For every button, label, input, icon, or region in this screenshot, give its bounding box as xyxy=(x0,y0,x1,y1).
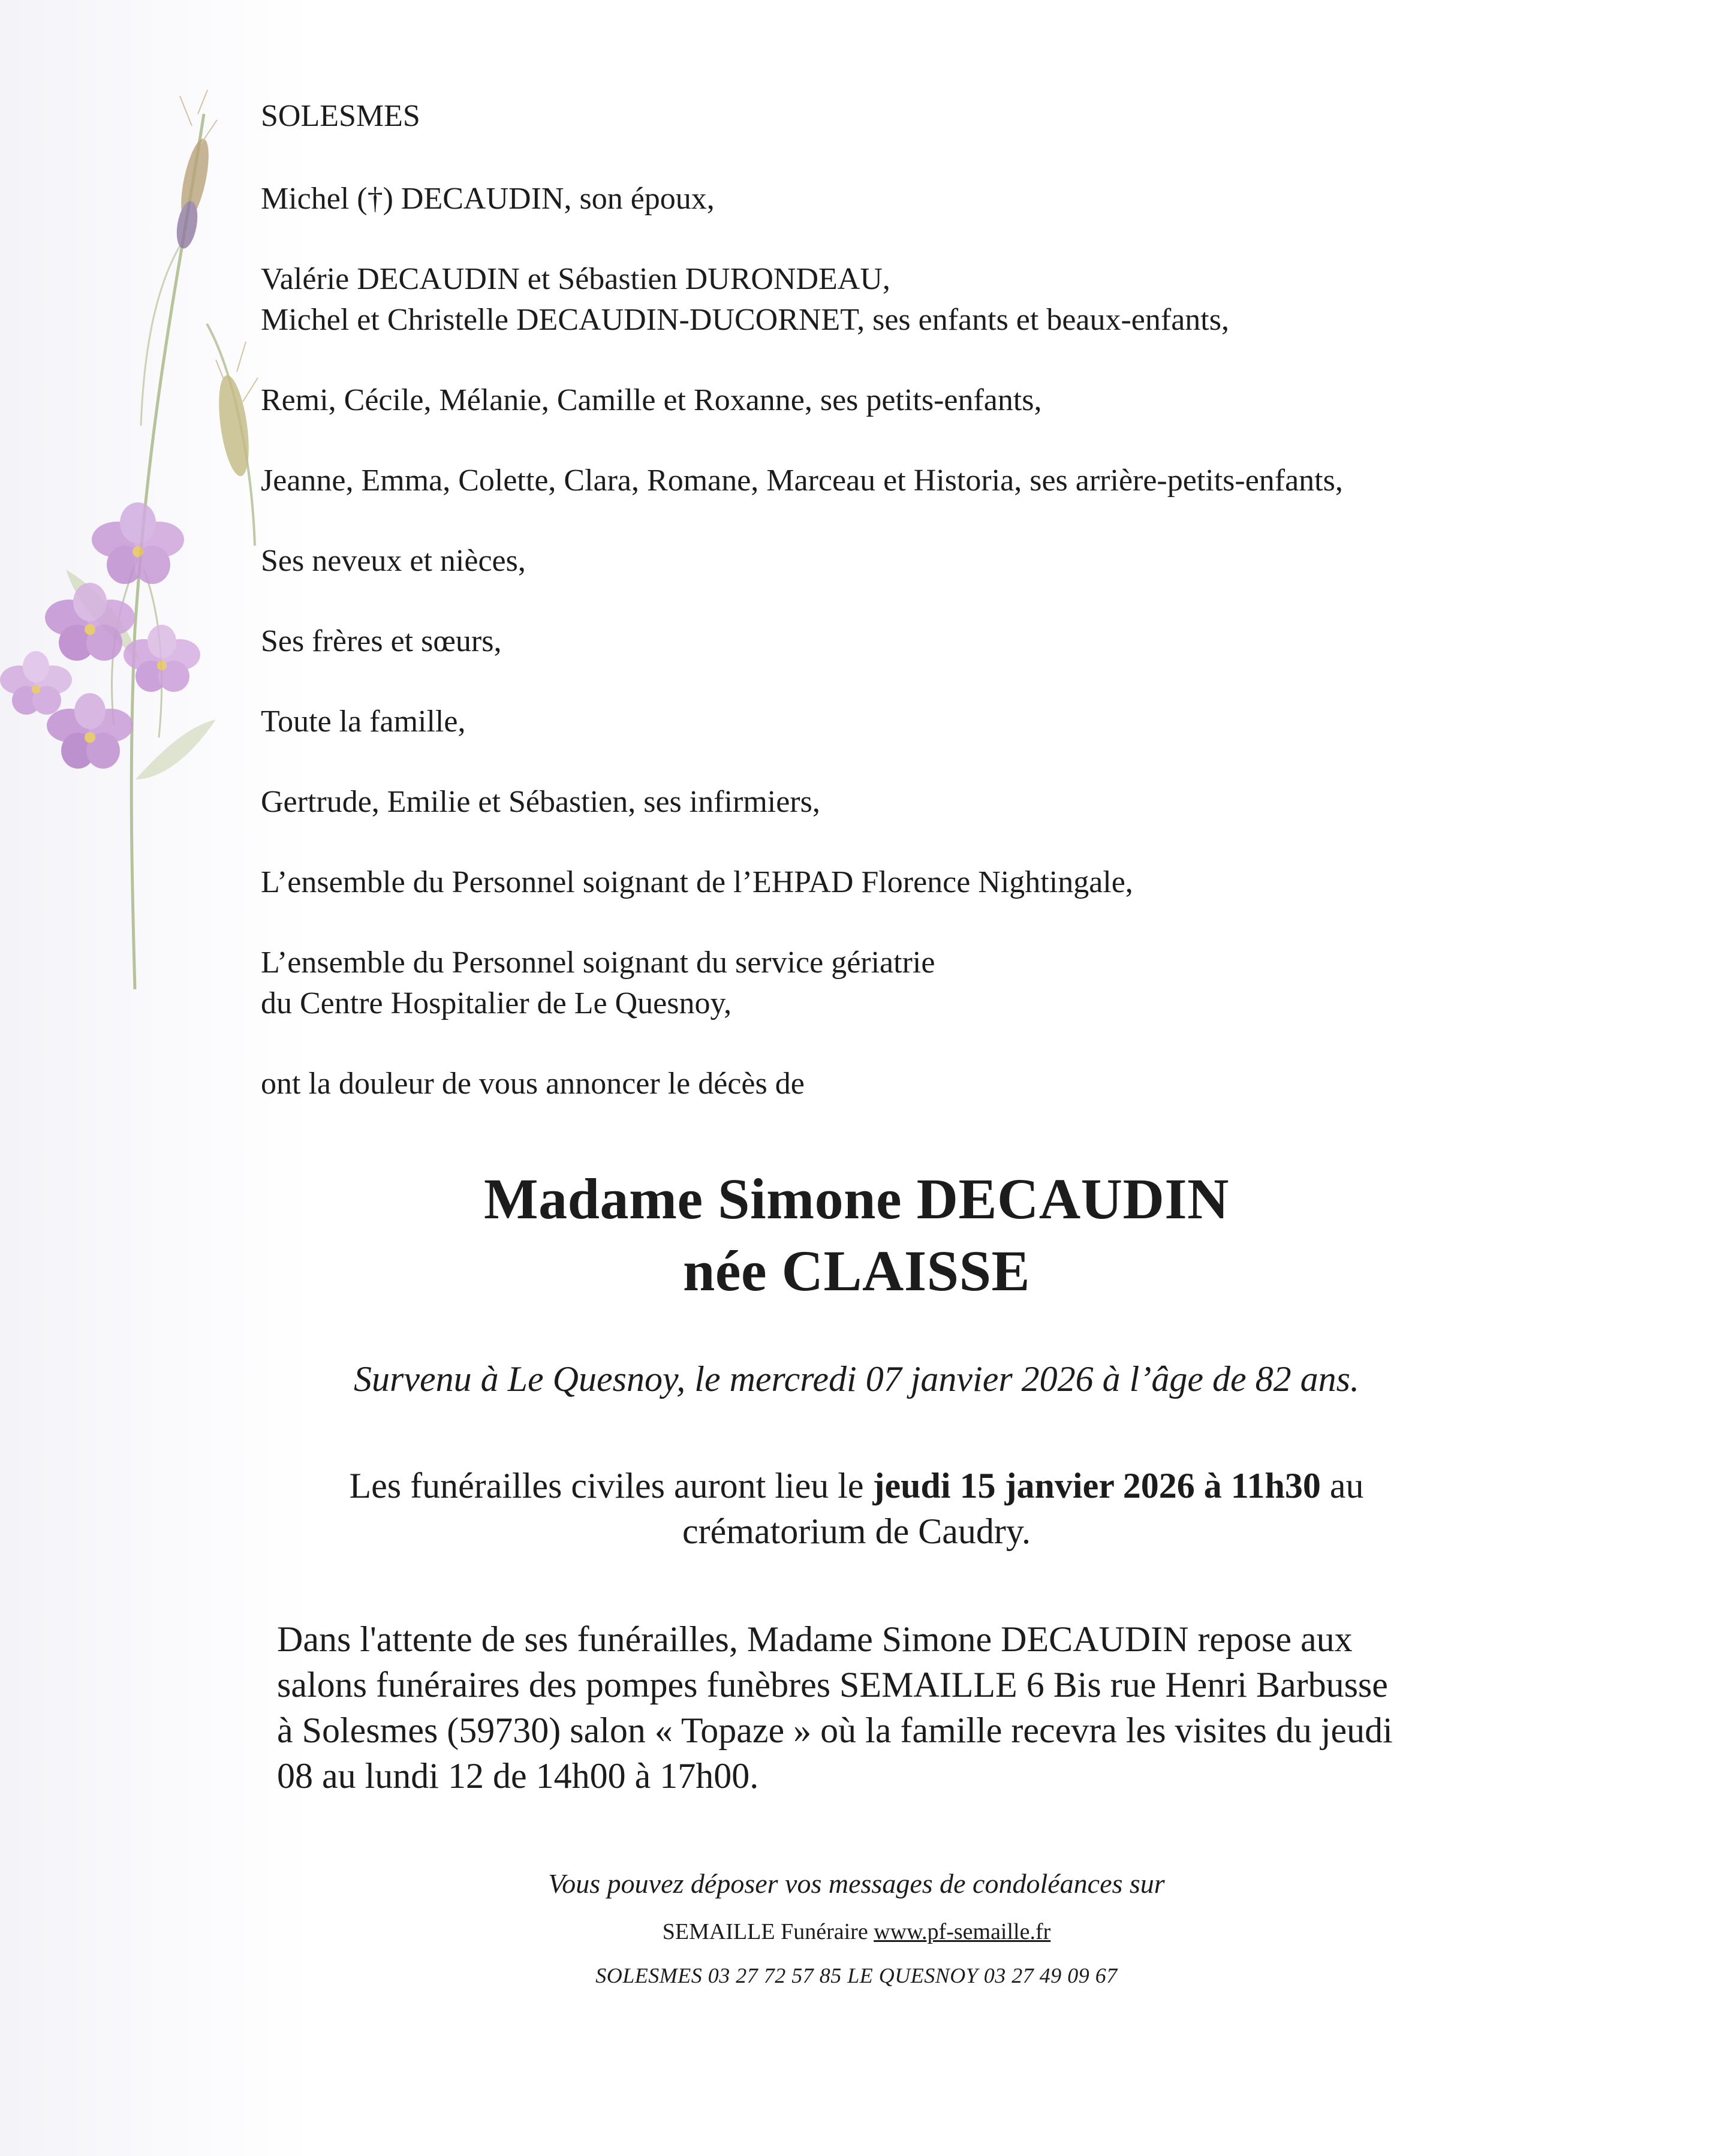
family-line-spouse: Michel (†) DECAUDIN, son époux, xyxy=(261,182,715,216)
repose-line-3: à Solesmes (59730) salon « Topaze » où la famille recevra les visites du jeudi xyxy=(277,1711,1393,1750)
funeral-datetime: jeudi 15 janvier 2026 à 11h30 xyxy=(872,1466,1321,1505)
repose-line-2: salons funéraires des pompes funèbres SEMAILLE 6 Bis rue Henri Barbusse xyxy=(277,1665,1388,1705)
family-line-children-2: Michel et Christelle DECAUDIN-DUCORNET, ses enfants et beaux-enfants, xyxy=(261,303,1229,337)
family-line-ehpad-staff: L’ensemble du Personnel soignant de l’EHPAD Florence Nightingale, xyxy=(261,865,1133,899)
company-line xyxy=(0,1916,1713,1947)
family-line-family: Toute la famille, xyxy=(261,704,466,739)
funeral-announcement xyxy=(0,1463,1713,1508)
website-link[interactable]: www.pf-semaille.fr xyxy=(874,1919,1051,1944)
family-line-hospital-staff-1: L’ensemble du Personnel soignant du service gériatrie xyxy=(261,945,935,980)
town-heading: SOLESMES xyxy=(261,99,420,133)
repose-line-1: Dans l'attente de ses funérailles, Madame Simone DECAUDIN repose aux xyxy=(277,1619,1353,1659)
family-line-hospital-staff-2: du Centre Hospitalier de Le Quesnoy, xyxy=(261,986,732,1020)
death-info: Survenu à Le Quesnoy, le mercredi 07 janvier 2026 à l’âge de 82 ans. xyxy=(354,1359,1359,1399)
family-line-nephews: Ses neveux et nièces, xyxy=(261,544,526,578)
funeral-intro: Les funérailles civiles auront lieu le xyxy=(349,1466,873,1505)
deceased-name: Madame Simone DECAUDIN xyxy=(484,1167,1229,1231)
family-line-nurses: Gertrude, Emilie et Sébastien, ses infirmiers, xyxy=(261,785,820,819)
deceased-maiden-name: née CLAISSE xyxy=(683,1239,1030,1303)
funeral-place: crématorium de Caudry. xyxy=(682,1511,1031,1551)
family-line-grandchildren: Remi, Cécile, Mélanie, Camille et Roxanne, ses petits-enfants, xyxy=(261,383,1042,417)
funeral-after: au xyxy=(1320,1466,1364,1505)
family-line-siblings: Ses frères et sœurs, xyxy=(261,624,502,658)
phone-numbers: SOLESMES 03 27 72 57 85 LE QUESNOY 03 27 49 09 67 xyxy=(595,1964,1118,1988)
condolences-text: Vous pouvez déposer vos messages de condoléances sur xyxy=(548,1868,1165,1899)
announcement-text: ont la douleur de vous annoncer le décès de xyxy=(261,1067,805,1101)
family-line-children-1: Valérie DECAUDIN et Sébastien DURONDEAU, xyxy=(261,262,890,296)
company-name: SEMAILLE Funéraire xyxy=(662,1919,874,1944)
family-line-great-grandchildren: Jeanne, Emma, Colette, Clara, Romane, Marceau et Historia, ses arrière-petits-enfants, xyxy=(261,463,1343,498)
repose-line-4: 08 au lundi 12 de 14h00 à 17h00. xyxy=(277,1756,759,1796)
